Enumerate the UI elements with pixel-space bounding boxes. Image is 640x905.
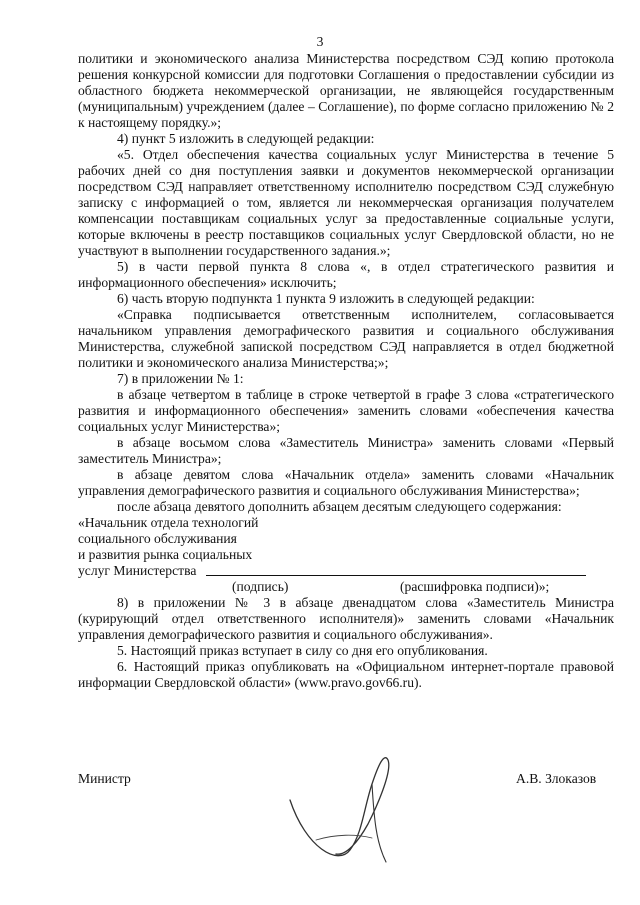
paragraph-quote-spravka: «Справка подписывается ответственным исполнителем, согласовывается начальником управления демографического развития и социального обслуживания Министерства, служебной запиской посредством СЭД направляется в отдел бюджетной политики и экономического анализа Министерства;»;: [78, 307, 614, 370]
insert-line-4: услуг Министерства: [78, 563, 197, 578]
caption-signature-decoding: (расшифровка подписи)»;: [400, 579, 550, 594]
paragraph-after-abzac-9: после абзаца девятого дополнить абзацем десятым следующего содержания:: [117, 499, 562, 514]
paragraph-continuation: политики и экономического анализа Министерства посредством СЭД копию протокола решения конкурсной комиссии для подготовки Соглашения о предоставлении субсидии из областного бюджета некоммерческой организации, не являющейся государственным (муниципальным) учреждением (далее – Соглашение), по форме согласно приложению № 2 к настоящему порядку.»;: [78, 51, 614, 130]
signoff-name: А.В. Злоказов: [516, 771, 597, 786]
signature-underline: [206, 563, 586, 576]
page-number: 3: [316, 34, 324, 49]
paragraph-point-5: 5. Настоящий приказ вступает в силу со дня его опубликования.: [117, 643, 488, 658]
paragraph-item-5: 5) в части первой пункта 8 слова «, в отдел стратегического развития и информационного обеспечения» исключить;: [78, 259, 614, 290]
paragraph-item-4: 4) пункт 5 изложить в следующей редакции:: [117, 131, 375, 146]
paragraph-item-8: 8) в приложении № 3 в абзаце двенадцатом слова «Заместитель Министра (курирующий отдел ответственного исполнителя)» заменить словами «Начальник управления демографического развития и социального обслуживания».: [78, 595, 614, 642]
insert-line-4-row: [78, 563, 614, 579]
signature-captions: [78, 579, 614, 595]
paragraph-abzac-4: в абзаце четвертом в таблице в строке четвертой в графе 3 слова «стратегического развития и информационного обеспечения» заменить словами «обеспечения качества социальных услуг Министерства»;: [78, 387, 614, 434]
paragraph-quote-5: «5. Отдел обеспечения качества социальных услуг Министерства в течение 5 рабочих дней со дня поступления заявки и документов некоммерческой организации посредством СЭД направляет ответственному исполнителю посредством СЭД служебную записку с информацией о том, является ли некоммерческая организация получателем компенсации поставщикам социальных услуг за предоставленные социальные услуги, которые включены в реестр поставщиков социальных услуг Свердловской области, но не участвуют в выполнении государственного задания.»;: [78, 147, 614, 258]
paragraph-abzac-9: в абзаце девятом слова «Начальник отдела» заменить словами «Начальник управления демографического развития и социального обслуживания Министерства»;: [78, 467, 614, 498]
insert-line-1: «Начальник отдела технологий: [78, 515, 259, 530]
insert-line-2: социального обслуживания: [78, 531, 237, 546]
signoff-position: Министр: [78, 771, 131, 786]
caption-signature: (подпись): [232, 579, 289, 594]
handwritten-signature: [276, 738, 426, 878]
paragraph-item-6: 6) часть вторую подпункта 1 пункта 9 изложить в следующей редакции:: [117, 291, 535, 306]
document-body: [78, 51, 614, 691]
paragraph-item-7: 7) в приложении № 1:: [117, 371, 244, 386]
inserted-signature-block: [78, 515, 614, 595]
insert-line-3: и развития рынка социальных: [78, 547, 253, 562]
paragraph-abzac-8: в абзаце восьмом слова «Заместитель Министра» заменить словами «Первый заместитель Министра»;: [78, 435, 614, 466]
paragraph-point-6: 6. Настоящий приказ опубликовать на «Официальном интернет-портале правовой информации Свердловской области» (www.pravo.gov66.ru).: [78, 659, 614, 690]
